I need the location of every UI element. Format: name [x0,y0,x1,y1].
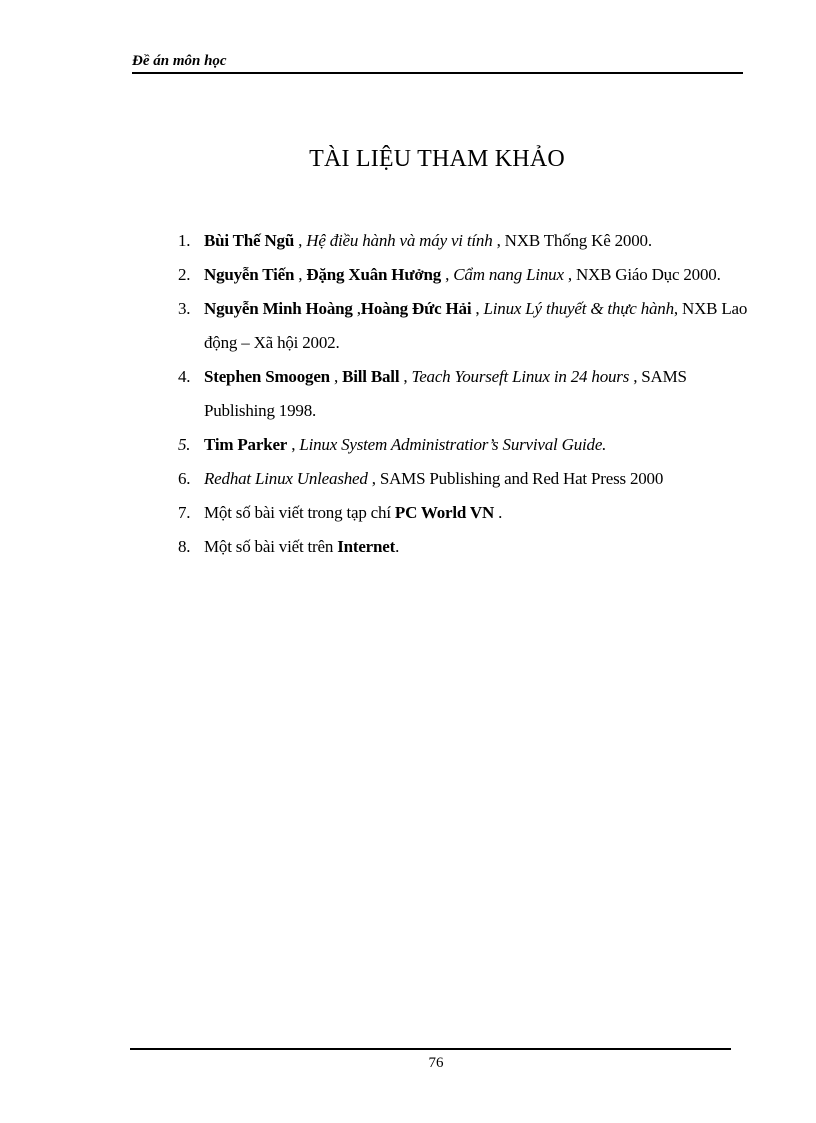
reference-work-title: Hệ điều hành và máy vi tính [306,231,493,250]
reference-authors: Nguyễn Minh Hoàng [204,299,353,318]
reference-list [178,224,758,564]
reference-item [178,292,758,360]
reference-publisher: , SAMS Publishing 1998. [204,367,687,420]
reference-source: Internet [337,537,396,556]
reference-work-title: Linux System Administratior’s Survival Guide. [299,435,607,454]
reference-authors-2: Đặng Xuân Hưởng [306,265,442,284]
reference-text: Một số bài viết trên [204,537,338,556]
reference-publisher: , NXB Giáo Dục 2000. [563,265,721,284]
reference-number: 2. [178,265,191,284]
reference-item [178,360,758,428]
reference-number: 4. [178,367,191,386]
reference-separator: , [352,299,361,318]
reference-item [178,428,758,462]
reference-authors: Tim Parker [204,435,288,454]
reference-item [178,496,758,530]
reference-number: 8. [178,537,191,556]
reference-separator: , [294,265,307,284]
reference-item [178,258,758,292]
page-header [132,52,743,74]
footer-rule [130,1048,731,1050]
header-text: Đề án môn học [132,53,227,69]
reference-text-end: . [494,503,503,522]
reference-separator: , [471,299,484,318]
reference-item [178,530,758,564]
reference-number: 6. [178,469,191,488]
reference-authors: Stephen Smoogen [204,367,330,386]
reference-separator: , [294,231,307,250]
reference-number: 3. [178,299,191,318]
reference-authors-2: Hoàng Đức Hải [360,299,472,318]
reference-authors-2: Bill Ball [342,367,400,386]
reference-text-end: . [395,537,400,556]
reference-publisher: , NXB Thống Kê 2000. [492,231,652,250]
reference-work-title: Teach Yourseft Linux in 24 hours [411,367,630,386]
reference-separator: , [329,367,343,386]
reference-work-title: Cẩm nang Linux [453,265,564,284]
reference-publisher: , NXB Lao động – Xã hội 2002. [204,299,748,352]
reference-separator: , [287,435,300,454]
reference-number: 7. [178,503,191,522]
page-title: TÀI LIỆU THAM KHẢO [309,146,565,172]
reference-separator: , [441,265,454,284]
reference-number: 1. [178,231,191,250]
page-number: 76 [428,1055,444,1071]
reference-item [178,224,758,258]
reference-publisher: , SAMS Publishing and Red Hat Press 2000 [367,469,664,488]
reference-authors: Nguyễn Tiến [204,265,295,284]
reference-text: Một số bài viết trong tạp chí [204,503,395,522]
reference-work-title: Redhat Linux Unleashed [204,469,368,488]
reference-source: PC World VN [394,503,495,522]
reference-number: 5. [178,435,191,454]
reference-item [178,462,758,496]
reference-authors: Bùi Thế Ngũ [204,231,295,250]
reference-work-title: Linux Lý thuyết & thực hành [483,299,674,318]
reference-separator: , [399,367,412,386]
